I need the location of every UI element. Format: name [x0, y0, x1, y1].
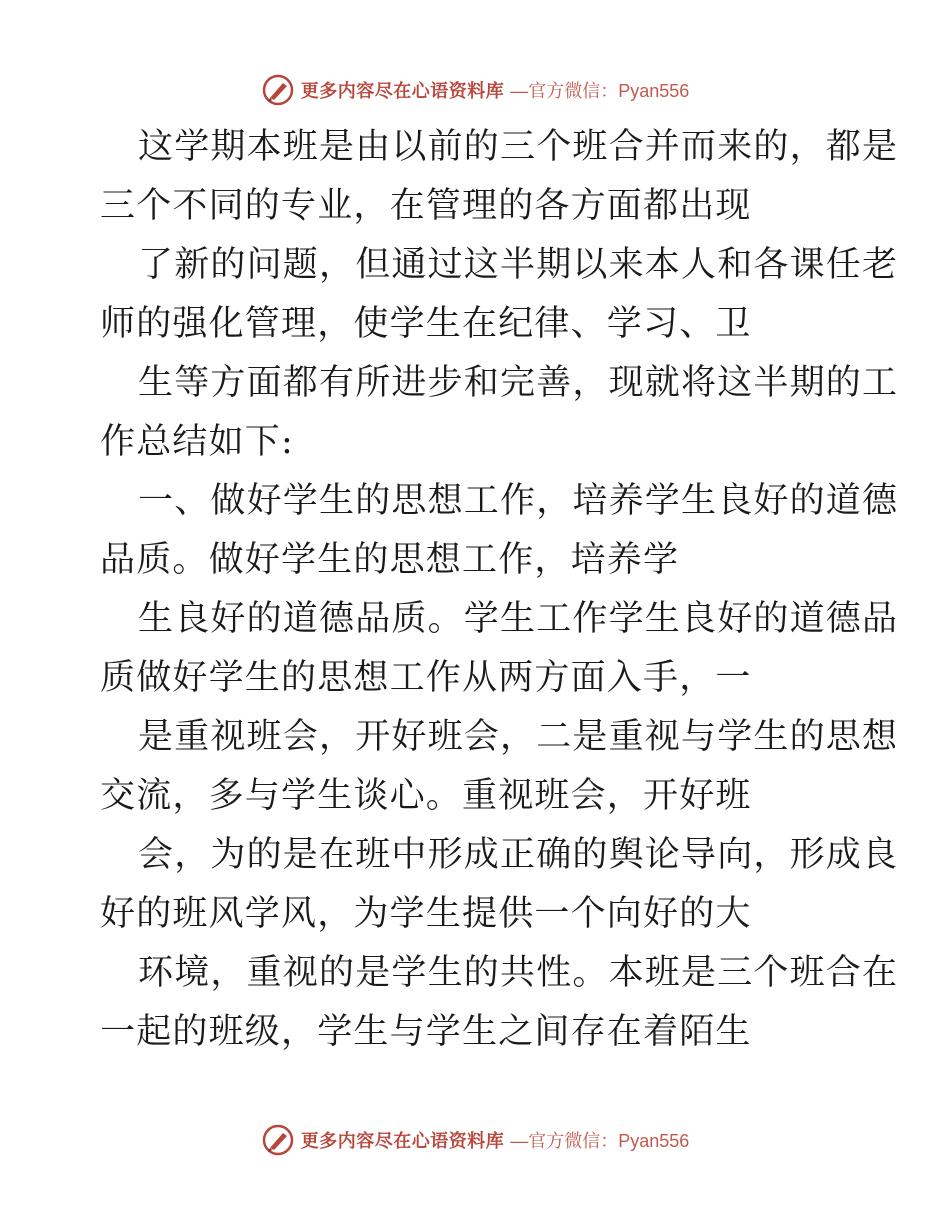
paragraph [100, 708, 899, 826]
paragraph-line: 品质。做好学生的思想工作，培养学 [100, 540, 680, 580]
paragraph-line: 三个不同的专业，在管理的各方面都出现 [100, 186, 752, 226]
header-contact-text: —官方微信：Pyan556 [510, 81, 690, 101]
paragraph-line: 是重视班会，开好班会，二是重视与学生的思想 [138, 717, 899, 757]
paragraph [100, 590, 899, 708]
paragraph-line: 作总结如下: [100, 422, 294, 462]
paragraph [100, 944, 899, 1062]
paragraph-line: 一起的班级，学生与学生之间存在着陌生 [100, 1012, 752, 1052]
paragraph-line: 交流，多与学生谈心。重视班会，开好班 [100, 776, 752, 816]
footer-brand-text: 更多内容尽在心语资料库 [300, 1131, 505, 1152]
paragraph-line: 生等方面都有所进步和完善，现就将这半期的工 [138, 363, 899, 403]
paragraph-line: 这学期本班是由以前的三个班合并而来的，都是 [138, 127, 899, 167]
paragraph [100, 472, 899, 590]
paragraph [100, 826, 899, 944]
paragraph [100, 354, 899, 472]
footer-banner [0, 1120, 950, 1160]
paragraph-line: 了新的问题，但通过这半期以来本人和各课任老 [138, 245, 899, 285]
paragraph-line: 环境，重视的是学生的共性。本班是三个班合在 [138, 953, 899, 993]
paragraph [100, 236, 899, 354]
paragraph-line: 一、做好学生的思想工作，培养学生良好的道德 [138, 481, 899, 521]
paragraph-line: 好的班风学风，为学生提供一个向好的大 [100, 894, 752, 934]
header-brand-text: 更多内容尽在心语资料库 [300, 81, 505, 102]
pen-logo-icon [261, 73, 295, 107]
footer-contact-text: —官方微信：Pyan556 [510, 1131, 690, 1151]
pen-logo-icon [261, 1123, 295, 1157]
document-body [100, 118, 899, 1062]
paragraph [100, 118, 899, 236]
paragraph-line: 生良好的道德品质。学生工作学生良好的道德品 [138, 599, 899, 639]
paragraph-line: 会，为的是在班中形成正确的舆论导向，形成良 [138, 835, 899, 875]
paragraph-line: 质做好学生的思想工作从两方面入手，一 [100, 658, 752, 698]
paragraph-line: 师的强化管理，使学生在纪律、学习、卫 [100, 304, 752, 344]
header-banner [0, 70, 950, 110]
